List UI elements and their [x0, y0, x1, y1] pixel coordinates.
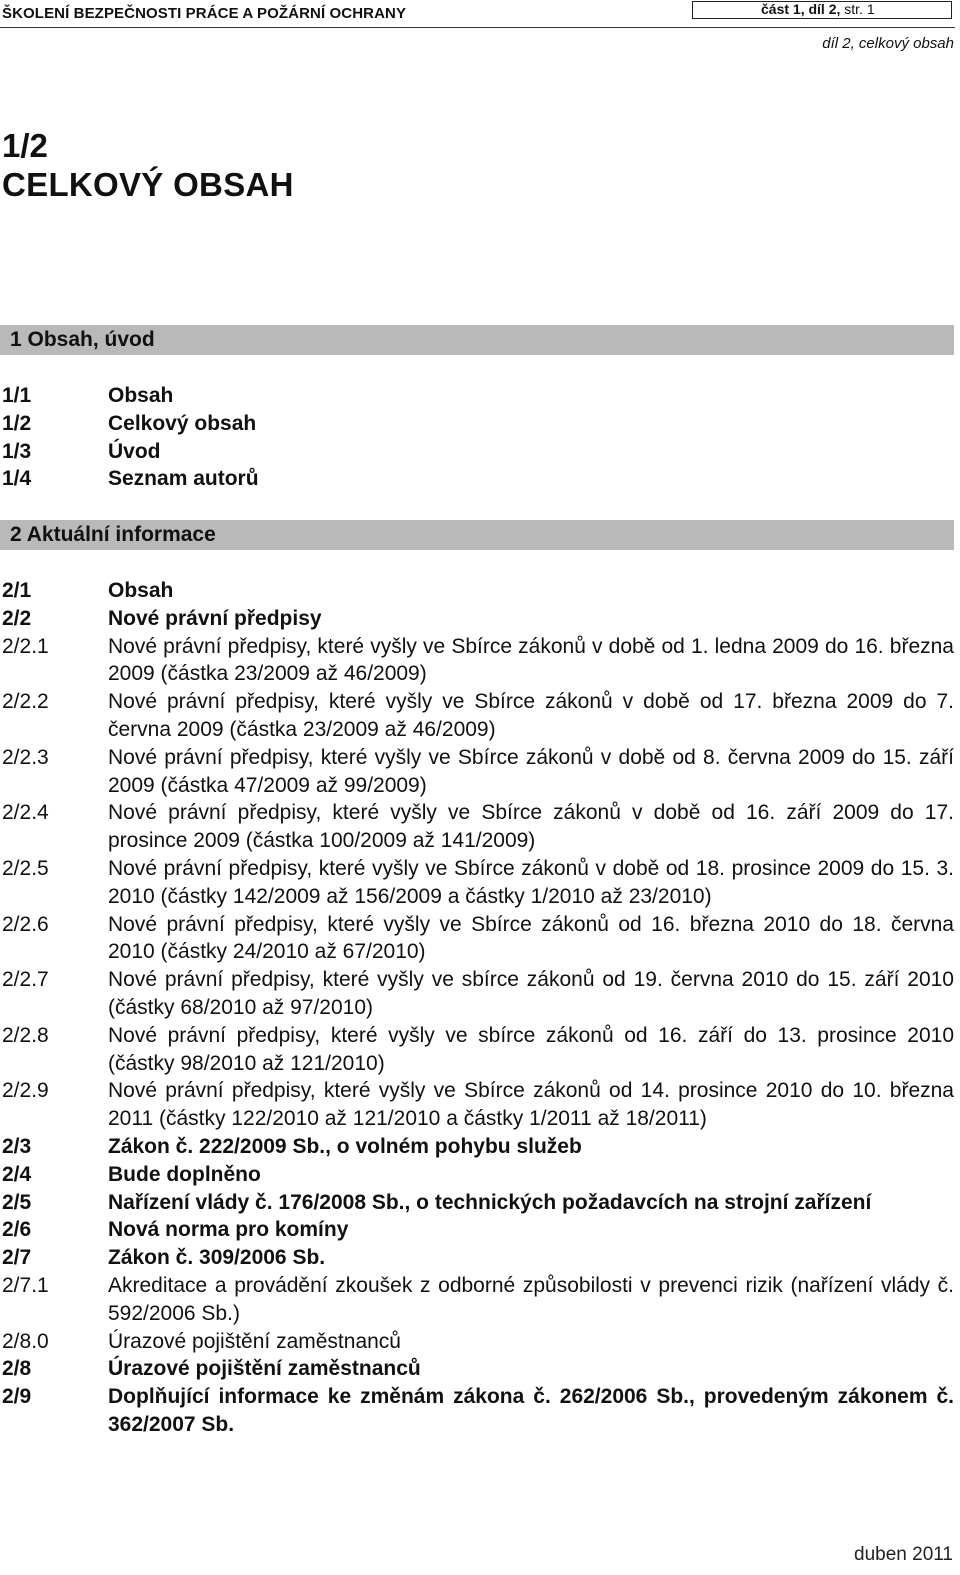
toc-entry-title: Nové právní předpisy, které vyšly ve Sbírce zákonů od 14. prosince 2010 do 10. března 2011 (částky 122/2010 až 121/2010 a částky 1/2011 až 18/2011): [108, 1079, 954, 1131]
page-number: 1/2: [2, 127, 48, 164]
toc-entry-title: Nařízení vlády č. 176/2008 Sb., o technických požadavcích na strojní zařízení: [108, 1190, 872, 1214]
toc-entry-title: Nové právní předpisy, které vyšly ve sbírce zákonů od 16. září do 13. prosince 2010 (částky 98/2010 až 121/2010): [108, 1023, 954, 1075]
toc-entry-title: Nové právní předpisy, které vyšly ve Sbírce zákonů v době od 1. ledna 2009 do 16. března 2009 (částka 23/2009 až 46/2009): [108, 634, 954, 686]
toc-entry: [0, 633, 954, 689]
toc-entry-title: Doplňující informace ke změnám zákona č. 262/2006 Sb., provedeným zákonem č. 362/2007 Sb.: [108, 1385, 954, 1436]
toc-entry: [0, 1189, 954, 1217]
toc-entry-title: Úrazové pojištění zaměstnanců: [108, 1329, 401, 1353]
page-locator-box: [692, 1, 952, 19]
toc-entry-number: 2/2.4: [2, 801, 49, 825]
toc-entry: [0, 410, 954, 438]
toc-entry-title: Akreditace a provádění zkoušek z odborné způsobilosti v prevenci rizik (nařízení vlády č. 592/2006 Sb.): [108, 1273, 954, 1325]
toc-entry-number: 1/2: [2, 411, 32, 435]
header-rule: [0, 27, 955, 28]
toc-entry-number: 2/1: [2, 579, 32, 602]
toc-entry-title: Obsah: [108, 579, 174, 602]
toc-list-section-2: [0, 577, 954, 1439]
toc-entry: [0, 966, 954, 1022]
toc-entry-number: 2/6: [2, 1218, 32, 1242]
toc-entry-number: 2/5: [2, 1190, 32, 1214]
section-heading-2: 2 Aktuální informace: [0, 520, 954, 550]
toc-entry: [0, 688, 954, 744]
toc-entry-title: Zákon č. 309/2006 Sb.: [108, 1246, 326, 1270]
footer-date: duben 2011: [854, 1544, 953, 1565]
toc-entry-title: Úrazové pojištění zaměstnanců: [108, 1357, 421, 1381]
toc-entry-title: Obsah: [108, 384, 174, 407]
toc-entry-title: Nové právní předpisy, které vyšly ve Sbírce zákonů v době od 17. března 2009 do 7. června 2009 (částka 23/2009 až 46/2009): [108, 690, 954, 741]
page-locator-bold: část 1, díl 2,: [761, 1, 841, 17]
toc-entry-title: Nové právní předpisy: [108, 606, 322, 630]
toc-entry-title: Celkový obsah: [108, 411, 257, 435]
toc-entry: [0, 744, 954, 800]
toc-entry: [0, 1077, 954, 1133]
toc-entry-title: Nové právní předpisy, které vyšly ve Sbírce zákonů v době od 16. září 2009 do 17. prosince 2009 (částka 100/2009 až 141/2009): [108, 801, 954, 853]
toc-entry-number: 2/2.6: [2, 912, 49, 936]
toc-entry: [0, 1328, 954, 1356]
toc-entry-number: 2/7.1: [2, 1273, 49, 1297]
section-heading-1: 1 Obsah, úvod: [0, 325, 954, 355]
header-title: ŠKOLENÍ BEZPEČNOSTI PRÁCE A POŽÁRNÍ OCHRANY: [2, 5, 407, 22]
toc-entry-number: 2/2.2: [2, 690, 49, 714]
toc-entry-title: Nové právní předpisy, které vyšly ve Sbírce zákonů od 16. března 2010 do 18. června 2010 (částky 24/2010 až 67/2010): [108, 912, 954, 964]
page-locator-rest: str. 1: [840, 1, 875, 17]
toc-entry-title: Nové právní předpisy, které vyšly ve Sbírce zákonů v době od 18. prosince 2009 do 15. 3. 2010 (částky 142/2009 až 156/2009 a částky 1/2010 až 23/2010): [108, 856, 954, 908]
toc-entry-number: 2/2.7: [2, 968, 49, 992]
toc-entry-number: 2/8: [2, 1357, 32, 1381]
toc-entry-number: 2/8.0: [2, 1329, 49, 1353]
toc-entry-title: Bude doplněno: [108, 1162, 261, 1186]
toc-entry-number: 2/9: [2, 1385, 32, 1409]
toc-entry-title: Seznam autorů: [108, 467, 259, 491]
toc-entry-number: 2/2.8: [2, 1023, 49, 1047]
toc-entry-number: 2/2.5: [2, 856, 49, 880]
toc-entry: [0, 605, 954, 633]
toc-entry-number: 2/7: [2, 1246, 32, 1270]
toc-entry: [0, 1383, 954, 1439]
header-subtitle: díl 2, celkový obsah: [822, 35, 954, 52]
toc-entry: [0, 855, 954, 911]
toc-entry-number: 2/2.3: [2, 745, 49, 769]
toc-entry-number: 1/4: [2, 467, 32, 491]
toc-entry-number: 2/2.9: [2, 1079, 49, 1103]
toc-entry: [0, 1355, 954, 1383]
toc-entry-number: 1/1: [2, 384, 32, 407]
toc-entry: [0, 799, 954, 855]
toc-entry: [0, 438, 954, 466]
toc-entry: [0, 1161, 954, 1189]
toc-entry: [0, 382, 954, 410]
toc-entry: [0, 1216, 954, 1244]
toc-entry-title: Zákon č. 222/2009 Sb., o volném pohybu služeb: [108, 1134, 582, 1158]
toc-entry: [0, 577, 954, 605]
toc-entry-number: 1/3: [2, 439, 32, 463]
toc-entry-title: Úvod: [108, 439, 161, 463]
toc-entry-number: 2/4: [2, 1162, 32, 1186]
toc-entry: [0, 911, 954, 967]
toc-entry: [0, 1133, 954, 1161]
toc-entry-title: Nové právní předpisy, které vyšly ve Sbírce zákonů v době od 8. června 2009 do 15. září 2009 (částka 47/2009 až 99/2009): [108, 745, 954, 797]
toc-entry-title: Nová norma pro komíny: [108, 1218, 349, 1242]
toc-entry: [0, 465, 954, 493]
page-title: CELKOVÝ OBSAH: [2, 166, 294, 203]
toc-entry-number: 2/2: [2, 606, 32, 630]
toc-entry-title: Nové právní předpisy, které vyšly ve sbírce zákonů od 19. června 2010 do 15. září 2010 (částky 68/2010 až 97/2010): [108, 968, 954, 1019]
toc-entry: [0, 1272, 954, 1328]
toc-entry-number: 2/2.1: [2, 634, 49, 658]
toc-entry-number: 2/3: [2, 1134, 32, 1158]
toc-entry: [0, 1244, 954, 1272]
toc-list-section-1: [0, 382, 954, 493]
toc-entry: [0, 1022, 954, 1078]
